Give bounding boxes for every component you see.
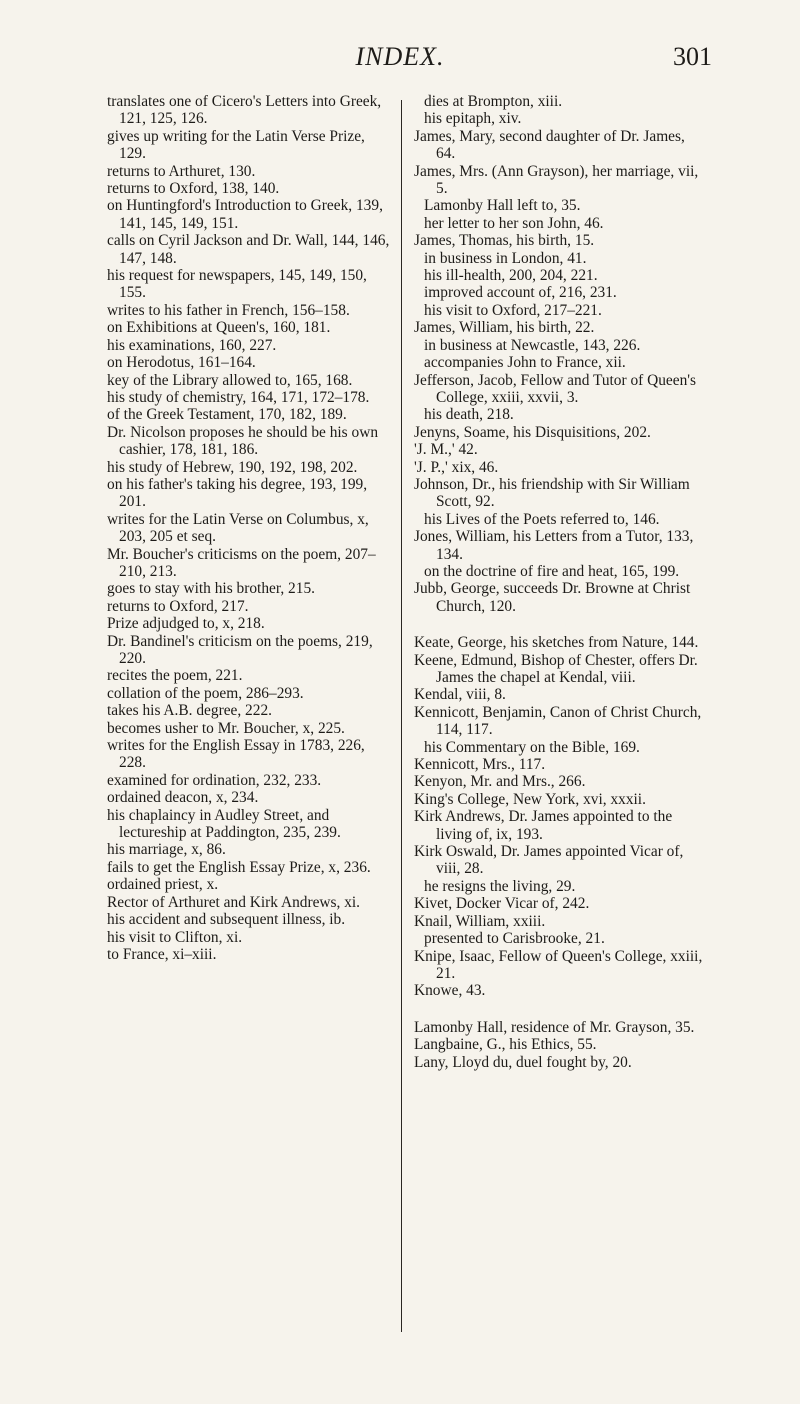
index-heading-entry: Knail, William, xxiii. [414, 912, 546, 930]
index-entry: returns to Oxford, 217. [107, 597, 249, 615]
index-entry: takes his A.B. degree, 222. [107, 702, 272, 720]
index-heading-entry: Knipe, Isaac, Fellow of Queen's College, xxiii, 21. [414, 947, 703, 982]
index-heading-entry: 'J. M.,' 42. [414, 441, 478, 459]
index-entry: on his father's taking his degree, 193, 199, 201. [107, 475, 368, 511]
index-entry: becomes usher to Mr. Boucher, x, 225. [107, 719, 345, 737]
index-entry: his chaplaincy in Audley Street, and lectureship at Paddington, 235, 239. [107, 806, 341, 842]
index-entry: ordained priest, x. [107, 876, 219, 894]
index-entry: on Herodotus, 161–164. [107, 354, 256, 372]
index-entry: writes for the Latin Verse on Columbus, x, 203, 205 et seq. [107, 510, 369, 546]
index-heading-entry: Johnson, Dr., his friendship with Sir William Scott, 92. [414, 475, 690, 511]
index-entry: translates one of Cicero's Letters into Greek, 121, 125, 126. [107, 93, 382, 128]
index-subentry: Lamonby Hall left to, 35. [424, 197, 581, 215]
index-subentry: in business in London, 41. [424, 249, 587, 267]
index-entry: his study of chemistry, 164, 171, 172–178. [107, 388, 370, 406]
index-heading-entry: Keene, Edmund, Bishop of Chester, offers Dr. James the chapel at Kendal, viii. [414, 651, 698, 686]
index-column-left [97, 93, 393, 963]
index-heading-entry: Jubb, George, succeeds Dr. Browne at Christ Church, 120. [414, 580, 691, 615]
index-entry: Rector of Arthuret and Kirk Andrews, xi. [107, 893, 361, 911]
index-heading-entry: Kennicott, Benjamin, Canon of Christ Church, 114, 117. [414, 703, 702, 739]
index-entry: on Exhibitions at Queen's, 160, 181. [107, 319, 331, 337]
index-heading-entry: Jenyns, Soame, his Disquisitions, 202. [414, 423, 651, 441]
index-heading-entry: James, Mary, second daughter of Dr. James, 64. [414, 127, 685, 163]
index-subentry: his visit to Oxford, 217–221. [424, 301, 602, 319]
index-heading-entry: King's College, New York, xvi, xxxii. [414, 790, 646, 808]
index-entry: on Huntingford's Introduction to Greek, 139, 141, 145, 149, 151. [107, 197, 383, 232]
index-subentry: his Lives of the Poets referred to, 146. [424, 510, 660, 528]
index-entry: his accident and subsequent illness, ib. [107, 911, 346, 929]
index-entry: Mr. Boucher's criticisms on the poem, 207–210, 213. [107, 545, 376, 580]
index-entry: writes for the English Essay in 1783, 226, 228. [107, 737, 365, 772]
index-subentry: his ill-health, 200, 204, 221. [424, 267, 598, 285]
index-subentry: on the doctrine of fire and heat, 165, 199. [424, 562, 680, 580]
index-heading-entry: Keate, George, his sketches from Nature, 144. [414, 634, 699, 652]
index-heading-entry: 'J. P.,' xix, 46. [414, 458, 499, 476]
index-heading-entry: Langbaine, G., his Ethics, 55. [414, 1036, 597, 1054]
index-subentry: his Commentary on the Bible, 169. [424, 738, 640, 756]
index-entry: examined for ordination, 232, 233. [107, 771, 322, 789]
index-subentry: his death, 218. [424, 406, 514, 424]
index-heading-entry: Lany, Lloyd du, duel fought by, 20. [414, 1053, 632, 1071]
index-entry: key of the Library allowed to, 165, 168. [107, 371, 353, 389]
index-entry: returns to Arthuret, 130. [107, 162, 256, 180]
index-heading-entry: Kendal, viii, 8. [414, 686, 506, 704]
index-entry: Dr. Nicolson proposes he should be his own cashier, 178, 181, 186. [107, 423, 379, 459]
index-subentry: he resigns the living, 29. [424, 877, 576, 895]
index-heading-entry: Kirk Andrews, Dr. James appointed to the living of, ix, 193. [414, 808, 673, 843]
index-heading-entry: Kennicott, Mrs., 117. [414, 756, 546, 774]
index-entry: fails to get the English Essay Prize, x, 236. [107, 858, 371, 876]
index-subentry: accompanies John to France, xii. [424, 354, 626, 372]
index-entry: his study of Hebrew, 190, 192, 198, 202. [107, 458, 358, 476]
index-entry: Dr. Bandinel's criticism on the poems, 219, 220. [107, 632, 373, 667]
page-number: 301 [673, 42, 712, 71]
index-subentry: presented to Carisbrooke, 21. [424, 930, 605, 948]
index-entry: collation of the poem, 286–293. [107, 684, 304, 702]
letter-group-gap [414, 1000, 706, 1019]
index-subentry: in business at Newcastle, 143, 226. [424, 336, 641, 354]
index-entry: his request for newspapers, 145, 149, 150, 155. [107, 267, 367, 302]
index-heading-entry: James, William, his birth, 22. [414, 319, 595, 337]
index-heading-entry: James, Mrs. (Ann Grayson), her marriage, vii, 5. [414, 162, 699, 198]
index-heading-entry: Lamonby Hall, residence of Mr. Grayson, 35. [414, 1018, 695, 1036]
index-heading-entry: Kenyon, Mr. and Mrs., 266. [414, 773, 586, 791]
index-subentry: improved account of, 216, 231. [424, 284, 617, 302]
index-heading-entry: Kivet, Docker Vicar of, 242. [414, 895, 590, 913]
index-entry: recites the poem, 221. [107, 667, 243, 685]
index-heading-entry: Knowe, 43. [414, 982, 486, 1000]
index-entry: returns to Oxford, 138, 140. [107, 180, 280, 198]
index-entry: goes to stay with his brother, 215. [107, 580, 315, 598]
index-heading-entry: Jones, William, his Letters from a Tutor, 133, 134. [414, 528, 694, 563]
index-subentry: her letter to her son John, 46. [424, 214, 604, 232]
index-entry: to France, xi–xiii. [107, 945, 217, 963]
index-entry: his marriage, x, 86. [107, 841, 226, 859]
index-subentry: dies at Brompton, xiii. [424, 93, 563, 110]
column-divider [401, 100, 402, 1332]
letter-group-gap [414, 615, 706, 634]
index-column-right [414, 93, 706, 1071]
index-entry: his examinations, 160, 227. [107, 336, 277, 354]
index-entry: calls on Cyril Jackson and Dr. Wall, 144, 146, 147, 148. [107, 232, 390, 267]
index-entry: Prize adjudged to, x, 218. [107, 615, 265, 633]
index-entry: writes to his father in French, 156–158. [107, 301, 350, 319]
index-heading-entry: James, Thomas, his birth, 15. [414, 232, 595, 250]
index-entry: gives up writing for the Latin Verse Prize, 129. [107, 127, 365, 163]
running-title: INDEX. [355, 42, 445, 71]
index-entry: of the Greek Testament, 170, 182, 189. [107, 406, 347, 424]
index-entry: ordained deacon, x, 234. [107, 789, 259, 807]
index-subentry: his epitaph, xiv. [424, 110, 522, 128]
index-heading-entry: Jefferson, Jacob, Fellow and Tutor of Queen's College, xxiii, xxvii, 3. [414, 371, 697, 406]
page-header [0, 42, 800, 82]
index-heading-entry: Kirk Oswald, Dr. James appointed Vicar of, viii, 28. [414, 843, 684, 878]
index-entry: his visit to Clifton, xi. [107, 928, 243, 946]
